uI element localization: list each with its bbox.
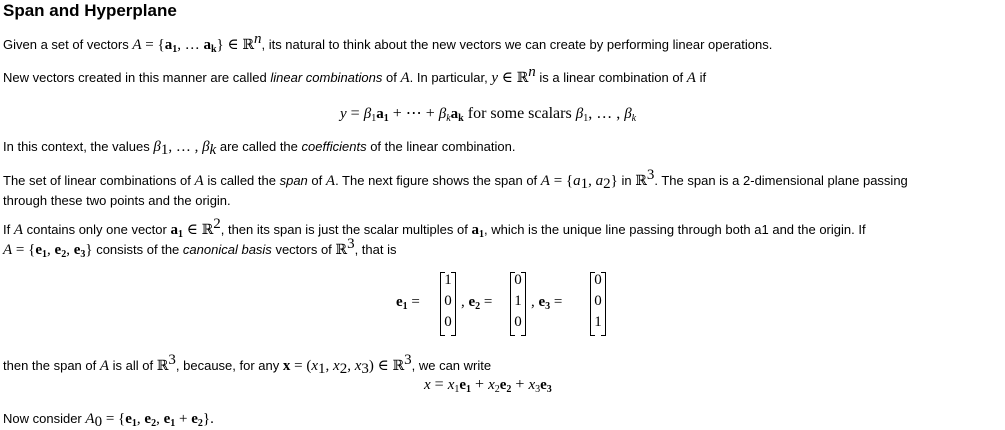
text: , then its span is just the scalar multiples of (220, 222, 468, 237)
matrix-e2 (510, 272, 526, 336)
text: , because, for any (175, 358, 280, 373)
paragraph-single-vector-line-1: If A contains only one vector $a_1$ ∈ ℝ$^2$, then its span is just the scalar multiples of $a_1$, which is the unique line passing through both a1 and the origin. If (3, 216, 866, 240)
text: Now consider (3, 411, 82, 426)
paragraph-span-line-1: The set of linear combinations of A is called the span of A. The next figure shows the span of $A = \{a_1$, $a_2$} in ℝ$^3$. The span is a 2-dimensional plane passing (3, 167, 908, 192)
text: . The span is a 2-dimensional plane passing (654, 173, 908, 188)
text: , that is (354, 242, 397, 257)
matrix-e3-entry: 0 (594, 293, 602, 309)
text: is all of (112, 358, 154, 373)
equation-linear-combination: $y = \beta_1a_1$ + ⋯ + $\beta_ka_k$ for some scalars $\beta_1$, … , $\beta_k$ (340, 105, 637, 124)
text: contains only one vector (26, 222, 167, 237)
text: of (311, 173, 323, 188)
text: The set of linear combinations of (3, 173, 191, 188)
emphasis-linear-combinations: linear combinations (270, 70, 383, 85)
paragraph-coefficients: In this context, the values $\beta_1$, … , $\beta_k$ are called the coefficients of the linear combination. (3, 139, 516, 158)
matrix-e1 (440, 272, 456, 336)
text: in (621, 173, 632, 188)
text: , which is the unique line passing through both a1 and the origin. If (483, 222, 866, 237)
text: , we can write (411, 358, 492, 373)
matrix-e2-entry: 0 (514, 314, 522, 330)
paragraph-now-consider: Now consider $A_0 = \{e_1$, $e_2$, $e_1 + e_2$}. (3, 411, 214, 430)
section-title: Span and Hyperplane (3, 1, 177, 20)
label-e2: , $e_2$ = (461, 294, 493, 312)
text: . In particular, (409, 70, 488, 85)
text: , its natural to think about the new vectors we can create by performing linear operations. (261, 37, 773, 52)
text: . The next figure shows the span of (335, 173, 538, 188)
paragraph-linear-combinations: New vectors created in this manner are called linear combinations of A. In particular, y ∈ ℝ$^n$ is a linear combination of A if (3, 64, 707, 86)
text: Given a set of vectors (3, 37, 129, 52)
text: vectors of (275, 242, 332, 257)
text: of (386, 70, 397, 85)
paragraph-single-vector-line-2: $A = \{e_1$, $e_2$, $e_3$} consists of the canonical basis vectors of ℝ$^3$, that is (3, 236, 397, 260)
emphasis-span: span (279, 173, 308, 188)
matrix-e2-entry: 0 (514, 272, 522, 288)
label-e1: $e_1$ = (396, 294, 420, 312)
matrix-e3 (590, 272, 606, 336)
text: is a linear combination of (539, 70, 684, 85)
text: if (699, 70, 707, 85)
text: If (3, 222, 11, 237)
matrix-e1-entry: 0 (444, 293, 452, 309)
matrix-e1-entry: 0 (444, 314, 452, 330)
text: consists of the (96, 242, 180, 257)
emphasis-canonical-basis: canonical basis (182, 242, 272, 257)
text: is called the (207, 173, 276, 188)
label-e3: , $e_3$ = (531, 294, 563, 312)
paragraph-span-all: then the span of A is all of ℝ$^3$, because, for any $x = (x_1$, $x_2$, $x_3$) ∈ ℝ$^3$, we can write (3, 352, 492, 377)
matrix-e2-entry: 1 (514, 293, 522, 309)
paragraph-intro: Given a set of vectors $A = \{a_1$, … $a_k$} ∈ ℝ$^n$, its natural to think about the new vectors we can create by performing linear operations. (3, 31, 773, 55)
paragraph-span-line-2: through these two points and the origin. (3, 193, 231, 208)
text: then the span of (3, 358, 97, 373)
matrix-e1-entry: 1 (444, 272, 452, 288)
text: for some scalars (467, 105, 572, 122)
text: In this context, the values (3, 139, 150, 154)
emphasis-coefficients: coefficients (301, 139, 367, 154)
equation-basis-expansion: $x = x_1e_1 + x_2e_2 + x_3e_3$ (424, 376, 552, 395)
matrix-e3-entry: 0 (594, 272, 602, 288)
matrix-e3-entry: 1 (594, 314, 602, 330)
text: of the linear combination. (370, 139, 516, 154)
text: are called the (219, 139, 298, 154)
text: New vectors created in this manner are called (3, 70, 267, 85)
